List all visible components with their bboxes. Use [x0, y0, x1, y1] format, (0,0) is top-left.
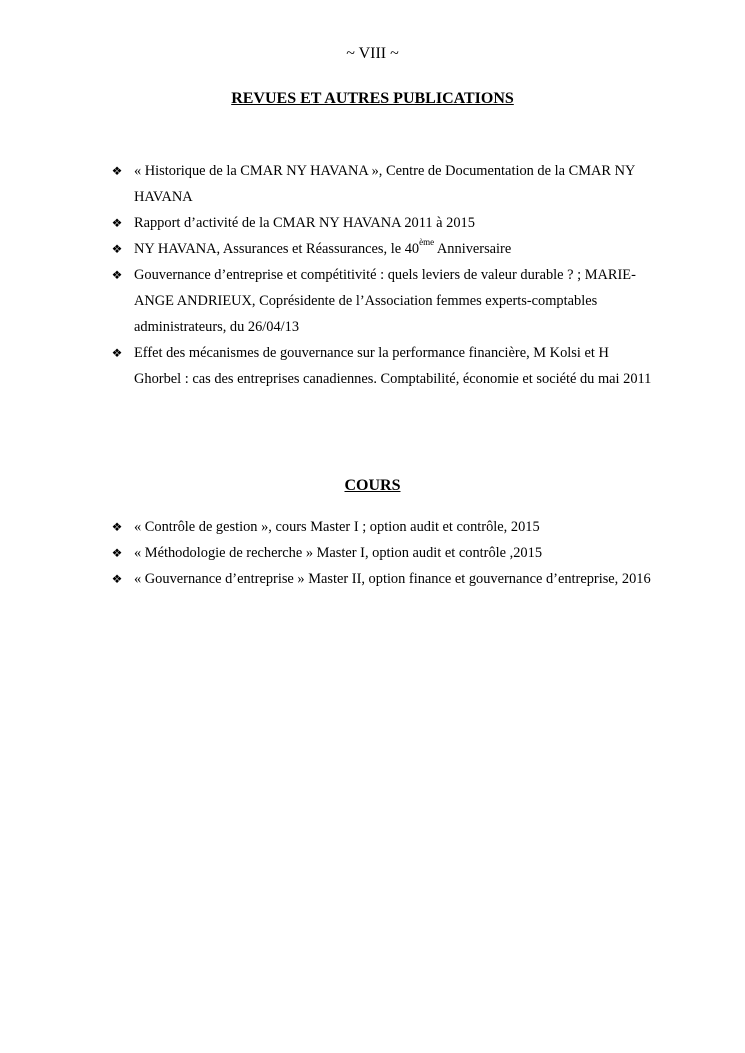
section-title-revues: REVUES ET AUTRES PUBLICATIONS [231, 90, 514, 107]
courses-list [110, 514, 655, 592]
list-item-text: Effet des mécanismes de gouvernance sur la performance financière, M Kolsi et H Ghorbel : cas des entreprises canadiennes. Comptabilité, économie et société du mai 2011 [134, 345, 652, 387]
list-item [110, 262, 655, 340]
list-item [110, 340, 655, 392]
list-item [110, 514, 655, 540]
list-item-text: Rapport d’activité de la CMAR NY HAVANA 2011 à 2015 [134, 215, 475, 231]
bullet-icon: ❖ [111, 242, 123, 256]
list-item [110, 236, 655, 262]
list-item-text: Gouvernance d’entreprise et compétitivité : quels leviers de valeur durable ? ; MARIE-ANGE ANDRIEUX, Coprésidente de l’Association femmes experts-comptables administrateurs, du 26/04/13 [134, 267, 636, 335]
bullet-icon: ❖ [111, 572, 123, 586]
list-item-text-before: NY HAVANA, Assurances et Réassurances, le 40 [134, 241, 420, 257]
ordinal-superscript: ème [419, 237, 435, 248]
bullet-icon: ❖ [111, 520, 123, 534]
bullet-icon: ❖ [111, 346, 123, 360]
section-title-cours: COURS [344, 477, 401, 494]
list-item-text-after: Anniversaire [434, 241, 512, 257]
publications-list [110, 158, 655, 392]
list-item-text: « Méthodologie de recherche » Master I, option audit et contrôle ,2015 [134, 545, 543, 561]
list-item-text: « Gouvernance d’entreprise » Master II, option finance et gouvernance d’entreprise, 2016 [134, 571, 651, 587]
bullet-icon: ❖ [111, 164, 123, 178]
list-item-text [134, 236, 655, 262]
list-item [110, 540, 655, 566]
bullet-icon: ❖ [111, 268, 123, 282]
list-item [110, 158, 655, 210]
list-item [110, 566, 655, 592]
bullet-icon: ❖ [111, 216, 123, 230]
list-item [110, 210, 655, 236]
page-number: ~ VIII ~ [346, 45, 399, 62]
list-item-text: « Historique de la CMAR NY HAVANA », Centre de Documentation de la CMAR NY HAVANA [134, 163, 635, 205]
list-item-text: « Contrôle de gestion », cours Master I ; option audit et contrôle, 2015 [134, 519, 540, 535]
bullet-icon: ❖ [111, 546, 123, 560]
